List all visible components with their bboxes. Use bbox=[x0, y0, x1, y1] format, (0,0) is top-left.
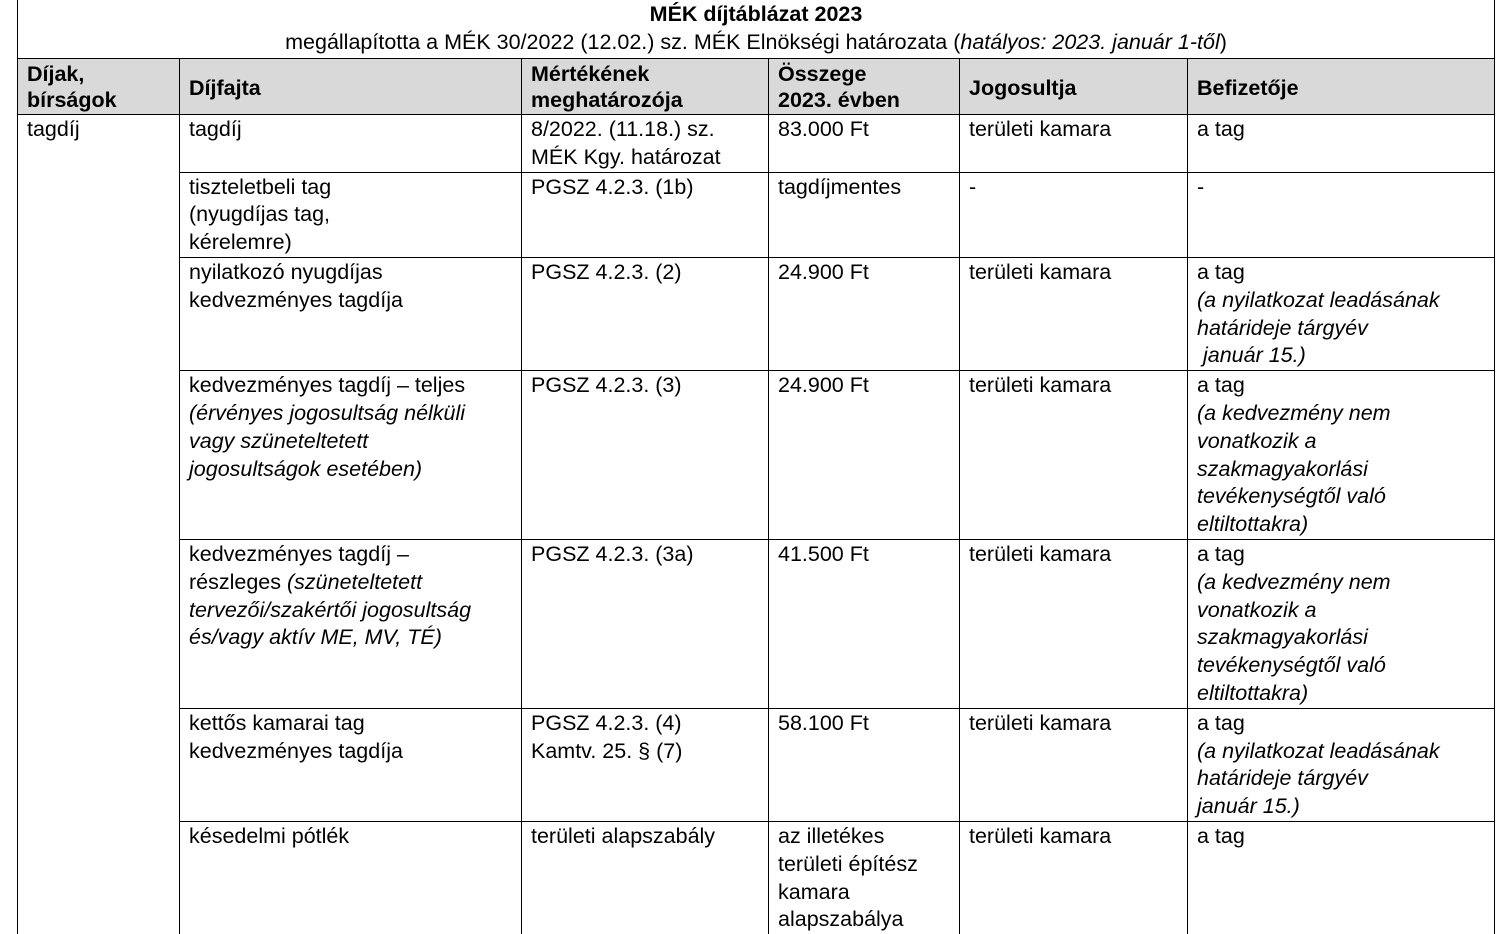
table-row bbox=[18, 371, 1495, 540]
amount-cell: az illetékes területi építész kamara alapszabálya bbox=[769, 821, 960, 934]
fee-type-cell: nyilatkozó nyugdíjas kedvezményes tagdíja bbox=[180, 257, 522, 370]
basis-cell: PGSZ 4.2.3. (2) bbox=[522, 257, 769, 370]
subtitle-suffix: ) bbox=[1219, 30, 1227, 54]
header-beneficiary: Jogosultja bbox=[960, 59, 1188, 115]
amount-cell: 24.900 Ft bbox=[769, 257, 960, 370]
group-continuation-cell bbox=[18, 371, 180, 540]
subtitle-prefix: megállapította a MÉK 30/2022 (12.02.) sz. MÉK Elnökségi határozata ( bbox=[285, 30, 961, 54]
table-row bbox=[18, 821, 1495, 934]
fee-type-cell: tiszteletbeli tag (nyugdíjas tag, kérelemre) bbox=[180, 172, 522, 257]
table-row bbox=[18, 172, 1495, 257]
subtitle-italic: hatályos: 2023. január 1-től bbox=[960, 30, 1220, 54]
fee-type-cell: tagdíj bbox=[180, 115, 522, 173]
table-row bbox=[18, 539, 1495, 708]
table-subtitle bbox=[18, 28, 1494, 56]
basis-cell: PGSZ 4.2.3. (1b) bbox=[522, 172, 769, 257]
title-row bbox=[18, 0, 1495, 59]
header-fees: Díjak, bírságok bbox=[18, 59, 180, 115]
payer-cell: a tag (a kedvezmény nem vonatkozik a szakmagyakorlási tevékenységtől való eltiltottakra) bbox=[1188, 371, 1495, 540]
basis-cell: 8/2022. (11.18.) sz. MÉK Kgy. határozat bbox=[522, 115, 769, 173]
table-row bbox=[18, 257, 1495, 370]
beneficiary-cell: területi kamara bbox=[960, 821, 1188, 934]
group-continuation-cell bbox=[18, 821, 180, 934]
header-amount: Összege 2023. évben bbox=[769, 59, 960, 115]
amount-cell: 83.000 Ft bbox=[769, 115, 960, 173]
basis-cell: PGSZ 4.2.3. (3) bbox=[522, 371, 769, 540]
beneficiary-cell: területi kamara bbox=[960, 371, 1188, 540]
header-basis: Mértékének meghatározója bbox=[522, 59, 769, 115]
beneficiary-cell: területi kamara bbox=[960, 539, 1188, 708]
fee-type-cell: késedelmi pótlék bbox=[180, 821, 522, 934]
basis-cell: területi alapszabály bbox=[522, 821, 769, 934]
amount-cell: 24.900 Ft bbox=[769, 371, 960, 540]
payer-cell: a tag bbox=[1188, 115, 1495, 173]
group-continuation-cell bbox=[18, 257, 180, 370]
fee-table bbox=[17, 0, 1495, 934]
group-continuation-cell bbox=[18, 539, 180, 708]
payer-cell: a tag bbox=[1188, 821, 1495, 934]
payer-cell: - bbox=[1188, 172, 1495, 257]
fee-type-cell: kettős kamarai tag kedvezményes tagdíja bbox=[180, 708, 522, 821]
payer-cell: a tag (a nyilatkozat leadásának határideje tárgyév január 15.) bbox=[1188, 708, 1495, 821]
beneficiary-cell: területi kamara bbox=[960, 257, 1188, 370]
title-cell bbox=[18, 0, 1495, 59]
amount-cell: 41.500 Ft bbox=[769, 539, 960, 708]
header-fee-type: Díjfajta bbox=[180, 59, 522, 115]
payer-cell: a tag (a kedvezmény nem vonatkozik a szakmagyakorlási tevékenységtől való eltiltottakra) bbox=[1188, 539, 1495, 708]
header-row bbox=[18, 59, 1495, 115]
beneficiary-cell: - bbox=[960, 172, 1188, 257]
basis-cell: PGSZ 4.2.3. (3a) bbox=[522, 539, 769, 708]
payer-cell: a tag (a nyilatkozat leadásának határideje tárgyév január 15.) bbox=[1188, 257, 1495, 370]
group-label-cell: tagdíj bbox=[18, 115, 180, 173]
group-continuation-cell bbox=[18, 708, 180, 821]
amount-cell: tagdíjmentes bbox=[769, 172, 960, 257]
table-row bbox=[18, 115, 1495, 173]
fee-type-cell: kedvezményes tagdíj – teljes (érvényes jogosultság nélküli vagy szüneteltetett jogosultságok esetében) bbox=[180, 371, 522, 540]
fee-type-cell: kedvezményes tagdíj – részleges (szüneteltetett tervezői/szakértői jogosultság és/vagy aktív ME, MV, TÉ) bbox=[180, 539, 522, 708]
basis-cell: PGSZ 4.2.3. (4) Kamtv. 25. § (7) bbox=[522, 708, 769, 821]
header-payer: Befizetője bbox=[1188, 59, 1495, 115]
table-row bbox=[18, 708, 1495, 821]
table-title: MÉK díjtáblázat 2023 bbox=[649, 2, 863, 26]
amount-cell: 58.100 Ft bbox=[769, 708, 960, 821]
beneficiary-cell: területi kamara bbox=[960, 115, 1188, 173]
group-continuation-cell bbox=[18, 172, 180, 257]
beneficiary-cell: területi kamara bbox=[960, 708, 1188, 821]
